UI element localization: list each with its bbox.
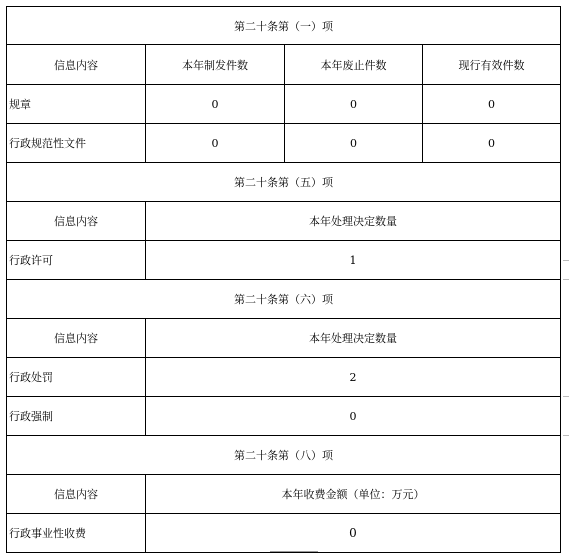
cell-value: 0: [423, 85, 561, 124]
row-label: 行政规范性文件: [7, 124, 146, 163]
table-row: [7, 85, 561, 124]
header-decision-count: 本年处理决定数量: [146, 319, 561, 358]
row-label: 行政处罚: [7, 358, 146, 397]
table-row: [7, 124, 561, 163]
table-row: [7, 241, 561, 280]
header-info-content: 信息内容: [7, 45, 146, 85]
cell-value: 0: [146, 85, 285, 124]
cell-value: 1: [146, 241, 561, 280]
cell-value: 0: [285, 85, 423, 124]
section-1-title: 第二十条第（一）项: [7, 7, 561, 45]
section-5-title: 第二十条第（五）项: [7, 163, 561, 202]
header-valid-count: 现行有效件数: [423, 45, 561, 85]
header-info-content: 信息内容: [7, 319, 146, 358]
cell-value: 0: [146, 397, 561, 436]
section-title-row: [7, 163, 561, 202]
header-row: [7, 202, 561, 241]
cell-value: 0: [285, 124, 423, 163]
page-edge-mark: [270, 551, 318, 556]
table-row: [7, 358, 561, 397]
table-row: [7, 397, 561, 436]
cell-value: 0: [146, 124, 285, 163]
header-issued-count: 本年制发件数: [146, 45, 285, 85]
header-info-content: 信息内容: [7, 202, 146, 241]
section-title-row: [7, 7, 561, 45]
section-title-row: [7, 436, 561, 475]
margin-mark: [563, 435, 569, 436]
margin-mark: [563, 279, 569, 280]
cell-value: 2: [146, 358, 561, 397]
header-decision-count: 本年处理决定数量: [146, 202, 561, 241]
margin-mark: [563, 396, 569, 397]
row-label: 行政许可: [7, 241, 146, 280]
header-row: [7, 319, 561, 358]
margin-mark: [563, 260, 569, 261]
header-fee-amount: 本年收费金额（单位：万元）: [146, 475, 561, 514]
header-row: [7, 45, 561, 85]
header-info-content: 信息内容: [7, 475, 146, 514]
header-row: [7, 475, 561, 514]
disclosure-table: [6, 6, 561, 553]
row-label: 行政强制: [7, 397, 146, 436]
cell-value: 0: [423, 124, 561, 163]
table-row: [7, 514, 561, 553]
section-8-title: 第二十条第（八）项: [7, 436, 561, 475]
row-label: 规章: [7, 85, 146, 124]
section-title-row: [7, 280, 561, 319]
row-label: 行政事业性收费: [7, 514, 146, 553]
section-6-title: 第二十条第（六）项: [7, 280, 561, 319]
header-abolished-count: 本年废止件数: [285, 45, 423, 85]
cell-value: 0: [146, 514, 561, 553]
